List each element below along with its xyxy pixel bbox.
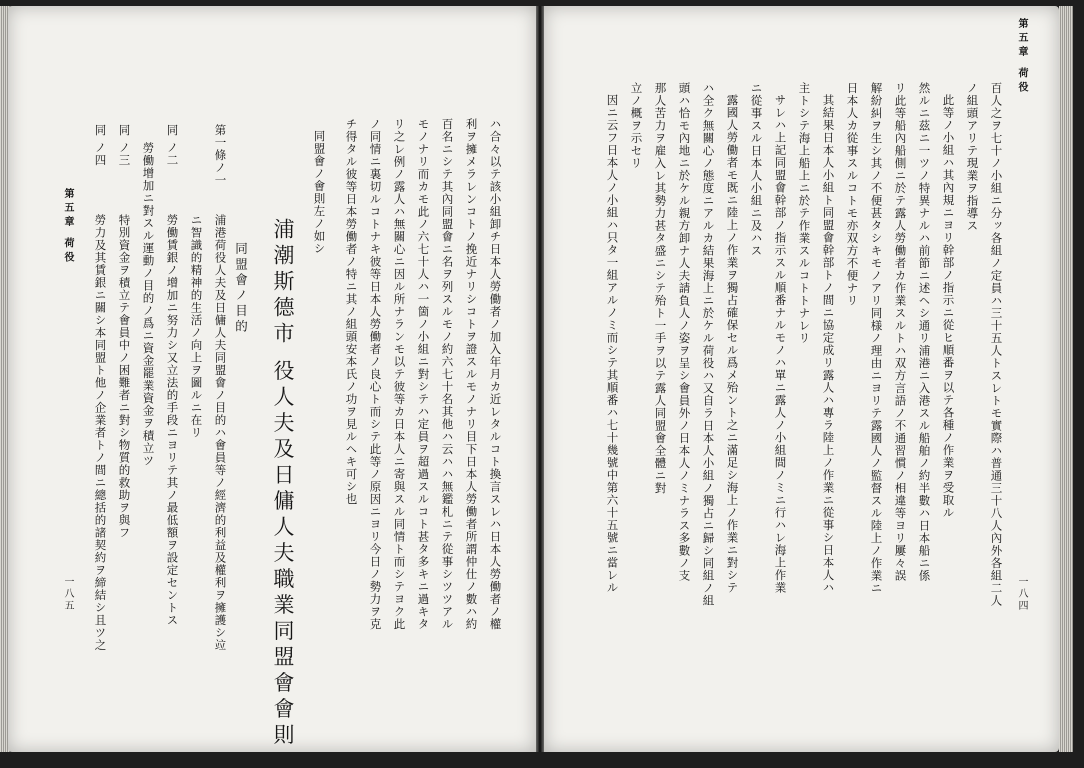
- article-text: 浦港荷役人夫及日傭人夫同盟會ノ目的ハ會員等ノ經濟的利益及權利ヲ擁護シ竝: [213, 214, 228, 652]
- left-intro-line: 同盟會ノ會則左ノ如シ: [312, 130, 327, 255]
- right-body-line: 然ルニ茲ニ一ツノ特異ナルハ前節ニ述ヘシ通リ浦港ニ入港スル船舶ノ約半數ハ日本船ニ係: [917, 82, 932, 582]
- right-body-line: 立ノ概ヲ示セリ: [629, 82, 644, 170]
- article-label: 同 ノ三: [117, 124, 132, 167]
- right-body-line: 那人苦力ヲ雇入レ其勢力甚タ盛ニシテ殆ト一手ヲ以テ露人同盟會全體ニ對: [653, 82, 668, 495]
- right-page: [544, 6, 1059, 752]
- left-page: [8, 6, 536, 752]
- right-body-line: 露國人勞働者モ既ニ陸上ノ作業ヲ獨占確保セル爲メ殆ント之ニ滿足シ海上ノ作業ニ對シテ: [725, 94, 740, 594]
- right-body-line: 解紛糾ヲ生シ其ノ不便甚タシキモノアリ同様ノ理由ニヨリテ露國人ノ監督スル陸上ノ作業ニ: [869, 82, 884, 595]
- right-body-line: 日本人カ從事スルコトモ亦双方不便ナリ: [845, 82, 860, 307]
- article-label: 同 ノ四: [93, 124, 108, 167]
- page-number: 一八五: [62, 576, 73, 612]
- right-body-line: リ此等船內船側ニ於テ露人勞働者カ作業スルトハ双方言語ノ不通習慣ノ相違等ヨリ屢々誤: [893, 82, 908, 582]
- left-intro-line: 百名ニシテ其內同盟會ニ名ヲ列スルモノ約六七十名其他ハ云ハハ無鑑札ニテ從事シツツアル: [440, 118, 455, 631]
- book-edge-right: [1059, 6, 1073, 752]
- left-intro-line: 利ヲ擁メラレンコトノ挽近ナリシコトヲ證スルモノナリ目下日本人勞働者所謂仲仕ノ數ハ約: [464, 118, 479, 631]
- rules-subtitle: 同盟會ノ目的: [233, 242, 249, 335]
- article-text: 特別資金ヲ積立テ會員中ノ困難者ニ對シ物質的救助ヲ與フ: [117, 214, 132, 539]
- right-body-line: ハ全ク無關心ノ態度ニアルカ結果海上ニ於ケル荷役ハ又自ラ日本人小組ノ獨占ニ歸シ同組ノ組: [701, 82, 716, 607]
- page-number: 一八四: [1016, 576, 1027, 612]
- article-text: 勞働賃銀ノ增加ニ努力シ又立法的手段ニヨリテ其ノ最低額ヲ設定セントス: [165, 214, 180, 627]
- left-intro-line: ハ合々以テ該小組卸チ日本人勞働者ノ加入年月カ近レタルコト換言スレハ日本人勞働者ノ權: [488, 118, 503, 631]
- right-body-line: ニ從事スル日本人小組ニ及ハス: [749, 82, 764, 257]
- right-body-line: 因ニ云フ日本人ノ小組ハ只タ一組アルノミ而シテ其順番ハ七十幾號中第六十五號ニ當レル: [605, 94, 620, 594]
- article-label: 同 ノ二: [165, 124, 180, 167]
- left-intro-line: チ得タル彼等日本勞働者ノ特ニ其ノ組頭安本氏ノ功ヲ見ルヘキ可シ也: [344, 118, 359, 506]
- left-intro-line: ノ同情ニ裏切ルコトナキ彼等日本人勞働者ノ良心ト而シテ此等ノ原因ニヨリ今日ノ勢力ヲ克: [368, 118, 383, 631]
- book-gutter: [536, 6, 544, 752]
- article-text: 勞働增加ニ對スル運動ノ目的ノ爲ニ資金罷業資金ヲ積立ツ: [141, 142, 156, 467]
- right-body-line: 此等ノ小組ハ其內規ニヨリ幹部ノ指示ニ從ヒ順番ヲ以テ各種ノ作業ヲ受取ル: [941, 94, 956, 519]
- running-head: 第五章 荷役: [1016, 18, 1027, 96]
- right-body-line: 百人之ヲ七十ノ小組ニ分ッ各組ノ定員ハ三十五人トスレトモ實際ハ普通三十八人內外各組二人: [989, 82, 1004, 607]
- article-label: 第一條ノ一: [213, 124, 228, 187]
- left-intro-line: モノナリ而カモ此ノ六七十人ハ一箇ノ小組ニ對シテハ定員ヲ超過スルコト甚タ多キニ過キタ: [416, 118, 431, 631]
- article-text: 勞力及其賃銀ニ關シ本同盟ト他ノ企業者トノ間ニ總括的諸契約ヲ締結シ且ツ之: [93, 214, 108, 652]
- rules-title: 浦潮斯德市 役人夫及日傭人夫職業同盟會會則: [271, 218, 295, 750]
- running-head: 第五章 荷役: [62, 188, 73, 266]
- right-body-line: 頭ハ恰モ內地ニ於ケル親方卸ナ人夫請負人ノ姿ヲ呈シ會員外ノ日本人ノミナラス多數ノ支: [677, 82, 692, 582]
- right-body-line: サレハ上記同盟會幹部ノ指示スル順番ナルモノハ單ニ露人ノ小組間ノミニ行ハレ海上作業: [773, 94, 788, 594]
- left-intro-line: リ之レ例ノ露人ハ無關心ニ因ル所ナランモ以テ彼等カ日本人ニ寄與スル同情ト而シテヨク此: [392, 118, 407, 631]
- article-text: ニ智識的精神的生活ノ向上ヲ圖ルニ在リ: [189, 214, 204, 439]
- right-body-line: ノ組頭アリテ現業ヲ指導ス: [965, 82, 980, 232]
- right-body-line: 其結果日本人小組ト同盟會幹部トノ間ニ協定成リ露人ハ專ラ陸上ノ作業ニ從事シ日本人ハ: [821, 94, 836, 594]
- right-body-line: 主トシテ海上船上ニ於テ作業スルコトトナレリ: [797, 82, 812, 345]
